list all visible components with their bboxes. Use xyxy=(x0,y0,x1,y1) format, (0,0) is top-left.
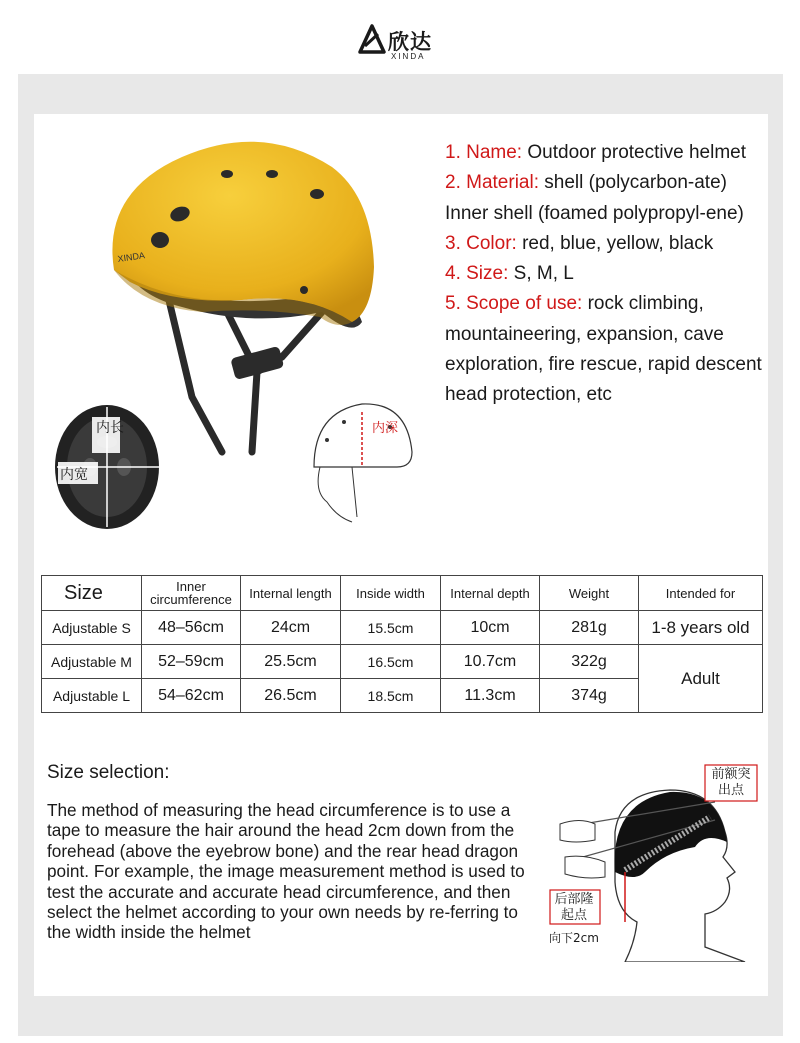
cell-weight: 281g xyxy=(540,611,639,645)
brand-logo xyxy=(358,24,448,64)
cell-depth: 10cm xyxy=(441,611,540,645)
cell-size: Adjustable M xyxy=(42,645,142,679)
size-selection-body: The method of measuring the head circumference is to use a tape to measure the hair around the head 2cm down from the forehead (above the eyebrow bone) and the rear head dragon point. For example, the image measurement method is used to test the accurate and accurate head circumference, and then select the helmet according to your own needs by re-ferring to the width inside the helmet xyxy=(47,800,525,943)
spec-item-scope: 5. Scope of use: rock climbing, mountaineering, expansion, cave exploration, fire rescue, rapid descent head protection, etc xyxy=(445,293,762,406)
header-inside-width: Inside width xyxy=(341,576,441,611)
inner-depth-label: 内深 xyxy=(372,421,399,436)
header-inner-circumference: Inner circumference xyxy=(142,576,241,611)
brand-name-en: XINDA xyxy=(391,52,426,61)
cell-circumference: 52–59cm xyxy=(142,645,241,679)
cell-width: 18.5cm xyxy=(341,679,441,713)
cell-intended-for: 1-8 years old xyxy=(639,611,763,645)
cell-size: Adjustable L xyxy=(42,679,142,713)
cell-intended-for: Adult xyxy=(639,645,763,713)
cell-width: 16.5cm xyxy=(341,645,441,679)
cell-size: Adjustable S xyxy=(42,611,142,645)
helmet-illustration xyxy=(52,122,432,542)
header-weight: Weight xyxy=(540,576,639,611)
brand-name-cn: 欣达 xyxy=(388,30,432,54)
cell-weight: 322g xyxy=(540,645,639,679)
cell-circumference: 48–56cm xyxy=(142,611,241,645)
helmet-brand-mark: XINDA xyxy=(116,250,146,264)
spec-item-inner-shell: Inner shell (foamed polypropyl-ene) xyxy=(445,202,744,224)
down-2cm-label: 向下2cm xyxy=(549,931,599,945)
cell-depth: 11.3cm xyxy=(441,679,540,713)
spec-item-size: 4. Size: S, M, L xyxy=(445,263,574,285)
logo-mark-icon xyxy=(358,24,386,58)
spec-item-color: 3. Color: red, blue, yellow, black xyxy=(445,232,714,254)
table-row xyxy=(42,611,763,645)
cell-length: 24cm xyxy=(241,611,341,645)
table-row xyxy=(42,645,763,679)
spec-list xyxy=(445,138,770,411)
rear-point-label: 后部隆起点 xyxy=(554,892,594,923)
header-size: Size xyxy=(42,576,142,611)
cell-length: 25.5cm xyxy=(241,645,341,679)
spec-item-name: 1. Name: Outdoor protective helmet xyxy=(445,142,746,163)
header-internal-length: Internal length xyxy=(241,576,341,611)
cell-length: 26.5cm xyxy=(241,679,341,713)
forehead-point-label: 前额突出点 xyxy=(711,767,751,798)
spec-item-material: 2. Material: shell (polycarbon-ate) xyxy=(445,172,727,194)
cell-width: 15.5cm xyxy=(341,611,441,645)
table-header-row xyxy=(42,576,763,611)
cell-weight: 374g xyxy=(540,679,639,713)
inner-width-label: 内宽 xyxy=(60,467,88,483)
size-selection-title: Size selection: xyxy=(47,762,170,783)
cell-circumference: 54–62cm xyxy=(142,679,241,713)
cell-depth: 10.7cm xyxy=(441,645,540,679)
inner-length-label: 内长 xyxy=(96,420,124,436)
size-table xyxy=(41,575,763,713)
header-internal-depth: Internal depth xyxy=(441,576,540,611)
header-intended-for: Intended for xyxy=(639,576,763,611)
